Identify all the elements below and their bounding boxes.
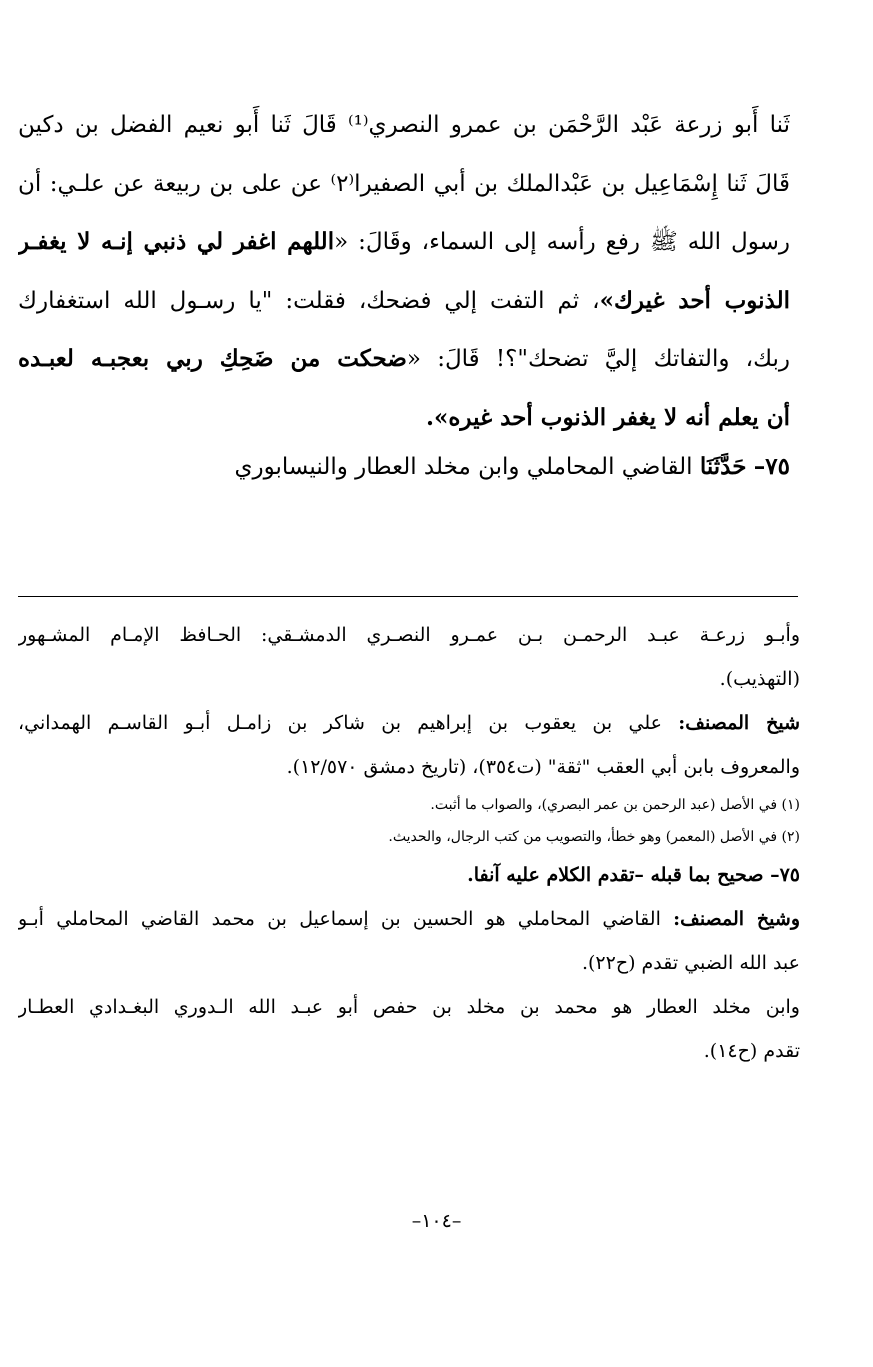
text-line-6: أن يعلم أنه لا يغفر الذنوب أحد غيره». (426, 403, 790, 431)
supplication-text-end: الذنوب أحد غيرك» (599, 286, 790, 314)
note-para2-text: علي بن يعقوب بن إبراهيم بن شاكر بن زامـل أبـو القاسـم الهمداني، (18, 712, 662, 734)
text-line-1: ثَنا أَبو زرعة عَبْد الرَّحْمَن بن عمرو النصري⁽¹⁾ قَالَ ثَنا أَبو نعيم الفضل بن دكين (18, 112, 790, 138)
note-para4-line2: عبد الله الضبي تقدم (ح٢٢). (581, 952, 800, 974)
text-line-4 (18, 272, 790, 331)
commentary-notes (18, 613, 800, 1073)
footnote-separator (18, 596, 798, 597)
note-para4-line1 (18, 897, 800, 941)
note-para4-text: القاضي المحاملي هو الحسين بن إسماعيل بن محمد القاضي المحاملي أبـو (18, 908, 661, 930)
note-para3: ٧٥– صحيح بما قبله –تقدم الكلام عليه آنفا. (467, 864, 800, 886)
note-para1-line1: وأبـو زرعـة عبـد الرحمـن بـن عمـرو النصـري الدمشـقي: الحـافظ الإمـام المشـهور (18, 624, 800, 646)
note-para4-label: وشيخ المصنف: (673, 908, 800, 930)
next-hadith-heading (18, 447, 790, 487)
supplication-text: اللهم اغفر لي ذنبي إنـه لا يغفـر (18, 228, 335, 255)
footnote-2: (٢) في الأصل (المعمر) وهو خطأ، والتصويب من كتب الرجال، والحديث. (388, 829, 800, 845)
hadith-narrators: القاضي المحاملي وابن مخلد العطار والنيسابوري (234, 454, 693, 480)
page-number: –١٠٤– (411, 1210, 462, 1232)
note-para5-line1: وابن مخلد العطار هو محمد بن مخلد بن حفص أبو عبـد الله الـدوري البغـدادي العطـار (18, 996, 800, 1018)
note-para2-label: شيخ المصنف: (678, 712, 800, 734)
note-para2-line2: والمعروف بابن أبي العقب "ثقة" (ت٣٥٤)، (تاريخ دمشق ١٢/٥٧٠). (286, 756, 800, 778)
prophet-saying-text: ضحكت من ضَحِكِ ربي بعجبـه لعبـده (18, 345, 407, 372)
note-para1-line2: (التهذيب). (719, 668, 800, 690)
text-line-5 (18, 330, 790, 389)
note-para2-line1 (18, 701, 800, 745)
note-para5-line2: تقدم (ح١٤). (703, 1040, 800, 1062)
text-line-2: قَالَ ثَنا إِسْمَاعِيل بن عَبْدالملك بن أبي الصفيرا⁽٢⁾ عن على بن ربيعة عن علـي: أن (18, 170, 790, 197)
text-line-4-plain: ، ثم التفت إلي فضحك، فقلت: "يا رسـول الله استغفارك (18, 287, 600, 314)
hadith-number: ٧٥– (753, 453, 790, 480)
footnote-1: (١) في الأصل (عبد الرحمن بن عمر البصري)، والصواب ما أثبت. (430, 797, 800, 813)
text-line-3-plain: رسول الله ﷺ رفع رأسه إلى السماء، وقَالَ: « (334, 229, 790, 255)
text-line-3 (18, 213, 790, 272)
hadith-verb: حَدَّثَنَا (699, 453, 747, 480)
hadith-text (18, 96, 790, 447)
text-line-5-plain: ربك، والتفاتك إليَّ تضحك"؟! قَالَ: « (406, 346, 790, 372)
